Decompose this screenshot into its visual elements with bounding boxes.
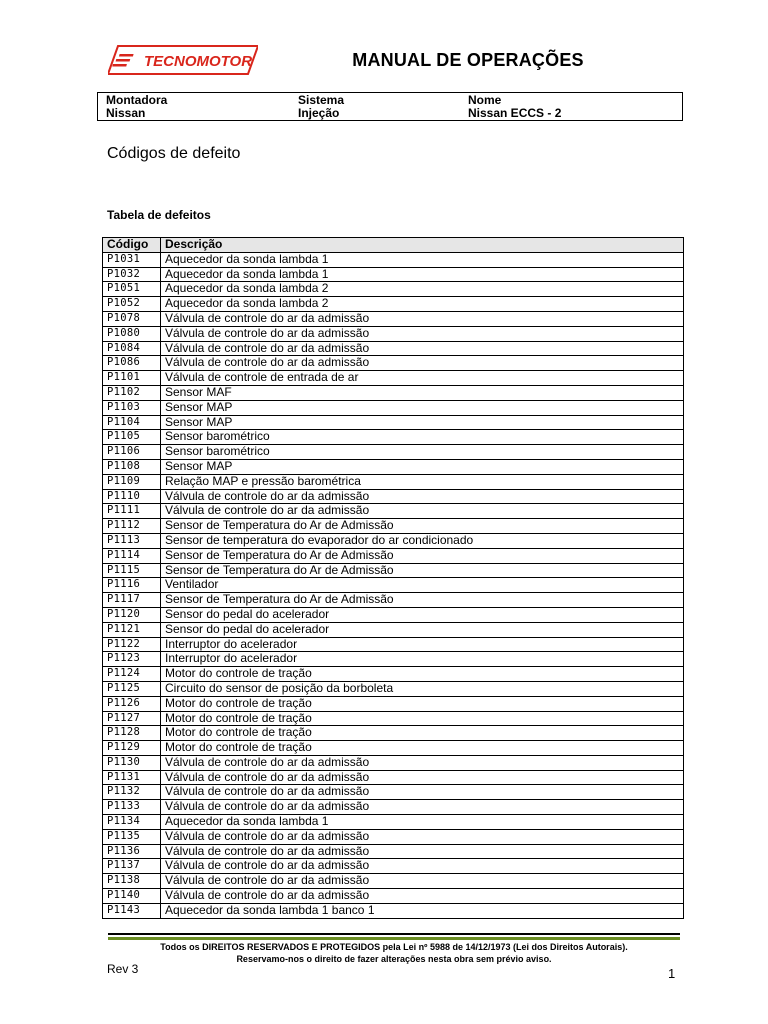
table-row: [103, 800, 684, 815]
footer-divider-accent: [108, 937, 680, 940]
defect-code-cell: P1086: [103, 356, 161, 371]
defect-code-cell: P1106: [103, 445, 161, 460]
defect-code-cell: P1111: [103, 504, 161, 519]
table-row: [103, 874, 684, 889]
defect-description-cell: Motor do controle de tração: [161, 711, 684, 726]
defect-code-cell: P1115: [103, 563, 161, 578]
defect-description-cell: Sensor de Temperatura do Ar de Admissão: [161, 593, 684, 608]
manual-title: MANUAL DE OPERAÇÕES: [352, 50, 584, 70]
defect-description-cell: Válvula de controle do ar da admissão: [161, 326, 684, 341]
defect-description-cell: Válvula de controle do ar da admissão: [161, 356, 684, 371]
defect-description-cell: Sensor barométrico: [161, 430, 684, 445]
defect-code-cell: P1117: [103, 593, 161, 608]
defect-description-cell: Sensor de Temperatura do Ar de Admissão: [161, 519, 684, 534]
table-row: [103, 637, 684, 652]
table-row: [103, 548, 684, 563]
defect-description-cell: Sensor do pedal do acelerador: [161, 622, 684, 637]
table-row: [103, 829, 684, 844]
table-row: [103, 504, 684, 519]
defect-code-cell: P1122: [103, 637, 161, 652]
table-row: [103, 341, 684, 356]
defect-code-cell: P1102: [103, 385, 161, 400]
defect-description-cell: Circuito do sensor de posição da borboleta: [161, 681, 684, 696]
defect-description-cell: Válvula de controle do ar da admissão: [161, 311, 684, 326]
defect-code-cell: P1123: [103, 652, 161, 667]
defect-code-cell: P1109: [103, 474, 161, 489]
defect-description-cell: Aquecedor da sonda lambda 1: [161, 252, 684, 267]
table-row: [103, 593, 684, 608]
table-row: [103, 445, 684, 460]
defect-description-cell: Sensor MAF: [161, 385, 684, 400]
defect-code-cell: P1051: [103, 282, 161, 297]
table-row: [103, 415, 684, 430]
defect-code-cell: P1125: [103, 681, 161, 696]
table-row: [103, 681, 684, 696]
info-header-montadora: Montadora: [106, 93, 168, 107]
table-row: [103, 726, 684, 741]
table-row: [103, 430, 684, 445]
table-row: [103, 356, 684, 371]
defect-code-cell: P1132: [103, 785, 161, 800]
table-row: [103, 844, 684, 859]
defect-description-cell: Válvula de controle do ar da admissão: [161, 889, 684, 904]
table-header-row: [103, 238, 684, 253]
defect-description-cell: Válvula de controle do ar da admissão: [161, 859, 684, 874]
tecnomotor-logo: [108, 45, 258, 75]
defect-code-cell: P1110: [103, 489, 161, 504]
table-row: [103, 385, 684, 400]
defect-code-cell: P1114: [103, 548, 161, 563]
table-body: [103, 252, 684, 918]
defect-code-cell: P1103: [103, 400, 161, 415]
table-row: [103, 696, 684, 711]
defect-description-cell: Válvula de controle do ar da admissão: [161, 785, 684, 800]
table-row: [103, 903, 684, 918]
defect-description-cell: Aquecedor da sonda lambda 2: [161, 297, 684, 312]
defect-code-cell: P1133: [103, 800, 161, 815]
table-row: [103, 533, 684, 548]
defect-description-cell: Sensor do pedal do acelerador: [161, 607, 684, 622]
defect-code-cell: P1113: [103, 533, 161, 548]
defect-description-cell: Sensor de Temperatura do Ar de Admissão: [161, 548, 684, 563]
column-header-code: Código: [103, 238, 161, 253]
info-value-nome: Nissan ECCS - 2: [468, 106, 562, 120]
defect-description-cell: Válvula de controle de entrada de ar: [161, 371, 684, 386]
defect-code-cell: P1032: [103, 267, 161, 282]
defect-description-cell: Sensor de temperatura do evaporador do ar condicionado: [161, 533, 684, 548]
table-row: [103, 282, 684, 297]
vehicle-info-box: [97, 92, 683, 121]
table-caption: Tabela de defeitos: [107, 208, 211, 222]
defect-code-cell: P1101: [103, 371, 161, 386]
defect-description-cell: Válvula de controle do ar da admissão: [161, 844, 684, 859]
defect-description-cell: Aquecedor da sonda lambda 1: [161, 815, 684, 830]
defect-code-cell: P1080: [103, 326, 161, 341]
table-row: [103, 297, 684, 312]
table-row: [103, 859, 684, 874]
defect-code-cell: P1127: [103, 711, 161, 726]
defect-description-cell: Interruptor do acelerador: [161, 637, 684, 652]
defect-description-cell: Válvula de controle do ar da admissão: [161, 829, 684, 844]
defect-description-cell: Válvula de controle do ar da admissão: [161, 800, 684, 815]
table-row: [103, 622, 684, 637]
defect-description-cell: Sensor MAP: [161, 415, 684, 430]
defect-description-cell: Sensor MAP: [161, 400, 684, 415]
info-value-sistema: Injeção: [298, 106, 340, 120]
footer-divider: [108, 933, 680, 935]
defect-description-cell: Válvula de controle do ar da admissão: [161, 755, 684, 770]
defect-code-cell: P1130: [103, 755, 161, 770]
table-row: [103, 474, 684, 489]
defect-code-cell: P1138: [103, 874, 161, 889]
defect-description-cell: Válvula de controle do ar da admissão: [161, 341, 684, 356]
logo-text: TECNOMOTOR: [144, 53, 253, 70]
defect-code-cell: P1105: [103, 430, 161, 445]
info-value-montadora: Nissan: [106, 106, 146, 120]
defect-code-cell: P1143: [103, 903, 161, 918]
table-row: [103, 755, 684, 770]
defect-code-cell: P1135: [103, 829, 161, 844]
defect-description-cell: Sensor barométrico: [161, 445, 684, 460]
defect-code-cell: P1131: [103, 770, 161, 785]
defect-code-cell: P1108: [103, 459, 161, 474]
table-row: [103, 889, 684, 904]
table-row: [103, 711, 684, 726]
table-row: [103, 652, 684, 667]
table-row: [103, 326, 684, 341]
defect-description-cell: Sensor MAP: [161, 459, 684, 474]
defect-description-cell: Válvula de controle do ar da admissão: [161, 504, 684, 519]
table-row: [103, 563, 684, 578]
defect-code-cell: P1126: [103, 696, 161, 711]
defect-description-cell: Aquecedor da sonda lambda 1 banco 1: [161, 903, 684, 918]
table-row: [103, 252, 684, 267]
defect-code-cell: P1121: [103, 622, 161, 637]
table-row: [103, 815, 684, 830]
defect-code-cell: P1052: [103, 297, 161, 312]
defect-description-cell: Relação MAP e pressão barométrica: [161, 474, 684, 489]
defect-description-cell: Sensor de Temperatura do Ar de Admissão: [161, 563, 684, 578]
defect-description-cell: Motor do controle de tração: [161, 726, 684, 741]
defect-description-cell: Aquecedor da sonda lambda 2: [161, 282, 684, 297]
defect-description-cell: Ventilador: [161, 578, 684, 593]
table-row: [103, 785, 684, 800]
defect-codes-table: [102, 237, 684, 919]
page-number: 1: [668, 966, 676, 981]
info-header-nome: Nome: [468, 93, 502, 107]
defect-code-cell: P1129: [103, 741, 161, 756]
table-row: [103, 741, 684, 756]
defect-description-cell: Aquecedor da sonda lambda 1: [161, 267, 684, 282]
defect-code-cell: P1116: [103, 578, 161, 593]
table-row: [103, 371, 684, 386]
section-title: Códigos de defeito: [107, 145, 241, 162]
defect-code-cell: P1031: [103, 252, 161, 267]
defect-description-cell: Válvula de controle do ar da admissão: [161, 874, 684, 889]
table-row: [103, 578, 684, 593]
defect-description-cell: Válvula de controle do ar da admissão: [161, 770, 684, 785]
table-row: [103, 267, 684, 282]
table-row: [103, 519, 684, 534]
defect-code-cell: P1120: [103, 607, 161, 622]
revision-label: Rev 3: [107, 962, 139, 976]
table-row: [103, 489, 684, 504]
defect-code-cell: P1136: [103, 844, 161, 859]
defect-code-cell: P1140: [103, 889, 161, 904]
table-row: [103, 311, 684, 326]
defect-code-cell: P1124: [103, 667, 161, 682]
info-header-sistema: Sistema: [298, 93, 345, 107]
defect-code-cell: P1128: [103, 726, 161, 741]
defect-code-cell: P1137: [103, 859, 161, 874]
defect-code-cell: P1084: [103, 341, 161, 356]
table-row: [103, 607, 684, 622]
defect-code-cell: P1104: [103, 415, 161, 430]
table-row: [103, 770, 684, 785]
defect-description-cell: Motor do controle de tração: [161, 741, 684, 756]
defect-description-cell: Motor do controle de tração: [161, 667, 684, 682]
footer-rights-text: Todos os DIREITOS RESERVADOS E PROTEGIDOS pela Lei nº 5988 de 14/12/1973 (Lei dos Direitos Autorais).: [160, 942, 628, 952]
defect-code-cell: P1078: [103, 311, 161, 326]
table-row: [103, 400, 684, 415]
table-row: [103, 459, 684, 474]
defect-description-cell: Interruptor do acelerador: [161, 652, 684, 667]
defect-code-cell: P1134: [103, 815, 161, 830]
defect-code-cell: P1112: [103, 519, 161, 534]
defect-description-cell: Motor do controle de tração: [161, 696, 684, 711]
column-header-description: Descrição: [161, 238, 684, 253]
defect-description-cell: Válvula de controle do ar da admissão: [161, 489, 684, 504]
footer-reserve-text: Reservamo-nos o direito de fazer alterações nesta obra sem prévio aviso.: [236, 954, 552, 964]
table-row: [103, 667, 684, 682]
